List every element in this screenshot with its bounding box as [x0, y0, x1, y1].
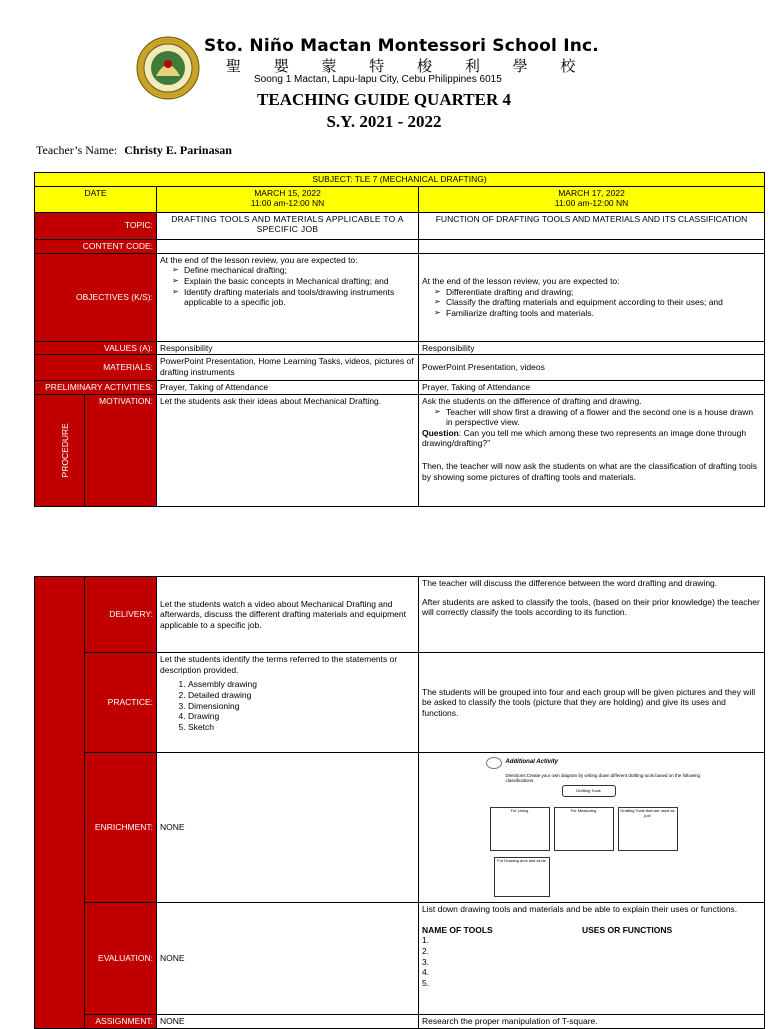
- date-cell-1: MARCH 15, 2022 11:00 am-12:00 NN: [157, 186, 419, 212]
- school-header: [0, 30, 768, 140]
- values-cell-2: Responsibility: [419, 341, 765, 355]
- document-title: TEACHING GUIDE QUARTER 4: [257, 90, 511, 109]
- practice-term: 5. Sketch: [188, 722, 415, 733]
- preliminary-label: PRELIMINARY ACTIVITIES:: [35, 381, 157, 395]
- practice-term: 3. Dimensioning: [188, 701, 415, 712]
- evaluation-number: 3.: [422, 956, 430, 967]
- materials-cell-2: PowerPoint Presentation, videos: [419, 355, 765, 381]
- content-code-label: CONTENT CODE:: [35, 239, 157, 253]
- practice-cell-1: Let the students identify the terms referred to the statements or description provided. 1. Assembly drawing 2. Detailed drawing 3. Dimensioning 4. Drawing 5. Sketch: [157, 653, 419, 753]
- school-chinese-name: 聖 嬰 蒙 特 梭 利 學 校: [226, 57, 590, 75]
- diagram-box-lining: For Lining: [490, 807, 550, 851]
- objective-item: ➢ Familiarize drafting tools and materials.: [434, 308, 761, 319]
- materials-cell-1: PowerPoint Presentation, Home Learning Tasks, videos, pictures of drafting instruments: [157, 355, 419, 381]
- enrichment-cell-2: [419, 753, 765, 903]
- school-year: S.Y. 2021 - 2022: [326, 112, 442, 131]
- activity-title: Additional Activity: [505, 759, 558, 765]
- evaluation-label: EVALUATION:: [85, 903, 157, 1015]
- practice-term: 4. Drawing: [188, 711, 415, 722]
- values-cell-1: Responsibility: [157, 341, 419, 355]
- teacher-label: Teacher’s Name:: [36, 143, 118, 157]
- objectives-cell-2: At the end of the lesson review, you are expected to: ➢ Differentiate drafting and drawing; ➢ Classify the drafting materials and equipment according to their uses; and ➢ Familiarize drafting tools and materials.: [419, 253, 765, 341]
- objective-item: ➢ Classify the drafting materials and equipment according to their uses; and: [434, 297, 761, 308]
- activity-directions: Directions:Create your own diagram by writing down different drafting tools based on the following classifications.: [505, 773, 701, 784]
- school-address: Soong 1 Mactan, Lapu-lapu City, Cebu Philippines 6015: [254, 74, 502, 85]
- practice-cell-2: The students will be grouped into four and each group will be given pictures and they will be asked to classify the tools (picture that they are holding) and give its uses and functions.: [419, 653, 765, 753]
- evaluation-number: 4.: [422, 967, 430, 978]
- delivery-cell-2: The teacher will discuss the difference between the word drafting and drawing. After students are asked to classify the tools, (based on their prior knowledge) the teacher will correctly classify the tools according to its function.: [419, 577, 765, 653]
- evaluation-number: 1.: [422, 935, 430, 946]
- school-name: Sto. Niño Mactan Montessori School Inc.: [204, 36, 599, 56]
- evaluation-number: 2.: [422, 945, 430, 956]
- motivation-label: MOTIVATION:: [85, 394, 157, 506]
- assignment-label: ASSIGNMENT:: [85, 1015, 157, 1029]
- subject-header: SUBJECT: TLE 7 (MECHANICAL DRAFTING): [35, 173, 765, 187]
- diagram-box-measuring: For Measuring: [554, 807, 614, 851]
- teacher-name: Christy E. Parinasan: [124, 143, 232, 157]
- motivation-cell-2: Ask the students on the difference of drafting and drawing. ➢ Teacher will show first a drawing of a flower and the second one is a house drawn in perspective view. Question: Can you tell me which among these two represents an image done through drawing/drafting?” Then, the teacher will now ask the students on what are the classification of drafting tools by showing some pictures of drafting tools and materials.: [419, 394, 765, 506]
- practice-label: PRACTICE:: [85, 653, 157, 753]
- delivery-cell-1: Let the students watch a video about Mechanical Drafting and afterwards, discuss the different drafting materials and equipment applicable to a specific job.: [157, 577, 419, 653]
- objective-item: ➢ Define mechanical drafting;: [172, 265, 415, 276]
- objectives-cell-1: At the end of the lesson review, you are expected to: ➢ Define mechanical drafting; ➢ Explain the basic concepts in Mechanical drafting; and ➢ Identify drafting materials and tools/drawing instruments applicable to a specific job.: [157, 253, 419, 341]
- enrichment-label: ENRICHMENT:: [85, 753, 157, 903]
- procedure-side-band: [35, 577, 85, 1029]
- objective-item: ➢ Identify drafting materials and tools/drawing instruments applicable to a specific job.: [172, 287, 415, 308]
- evaluation-cell-1: NONE: [157, 903, 419, 1015]
- teacher-line: [36, 143, 232, 158]
- assignment-cell-2: Research the proper manipulation of T-square.: [419, 1015, 765, 1029]
- enrichment-cell-1: NONE: [157, 753, 419, 903]
- motivation-cell-1: Let the students ask their ideas about Mechanical Drafting.: [157, 394, 419, 506]
- diagram-root-box: Drafting Tools: [562, 785, 616, 797]
- preliminary-cell-2: Prayer, Taking of Attendance: [419, 381, 765, 395]
- delivery-label: DELIVERY:: [85, 577, 157, 653]
- objective-item: ➢ Explain the basic concepts in Mechanical drafting; and: [172, 276, 415, 287]
- materials-label: MATERIALS:: [35, 355, 157, 381]
- uses-functions-header: USES OR FUNCTIONS: [582, 924, 673, 935]
- practice-term: 2. Detailed drawing: [188, 690, 415, 701]
- practice-term: 1. Assembly drawing: [188, 679, 415, 690]
- date-label: DATE: [35, 186, 157, 212]
- topic-label: TOPIC:: [35, 212, 157, 239]
- evaluation-cell-2: List down drawing tools and materials and be able to explain their uses or functions. NAME OF TOOLS USES OR FUNCTIONS 1. 2. 3. 4. 5.: [419, 903, 765, 1015]
- values-label: VALUES (A):: [35, 341, 157, 355]
- preliminary-cell-1: Prayer, Taking of Attendance: [157, 381, 419, 395]
- content-code-cell-1: [157, 239, 419, 253]
- procedure-label: PROCEDURE: [35, 394, 85, 506]
- diagram-box-arcs: For Drawing arcs and circle: [494, 857, 550, 897]
- additional-activity-image: [476, 755, 708, 900]
- date-cell-2: MARCH 17, 2022 11:00 am-12:00 NN: [419, 186, 765, 212]
- topic-cell-2: FUNCTION OF DRAFTING TOOLS AND MATERIALS AND ITS CLASSIFICATION: [419, 212, 765, 239]
- pencil-icon: [486, 757, 502, 769]
- objective-item: ➢ Differentiate drafting and drawing;: [434, 287, 761, 298]
- name-of-tools-header: NAME OF TOOLS: [422, 924, 493, 935]
- content-code-cell-2: [419, 239, 765, 253]
- assignment-cell-1: NONE: [157, 1015, 419, 1029]
- topic-cell-1: DRAFTING TOOLS AND MATERIALS APPLICABLE TO A SPECIFIC JOB: [157, 212, 419, 239]
- teaching-guide-table-2: [34, 576, 765, 1029]
- evaluation-number: 5.: [422, 977, 430, 988]
- teaching-guide-table-1: [34, 172, 765, 507]
- objectives-label: OBJECTIVES (K/S):: [35, 253, 157, 341]
- diagram-box-other: Drafting Tools that are used as juxt: [618, 807, 678, 851]
